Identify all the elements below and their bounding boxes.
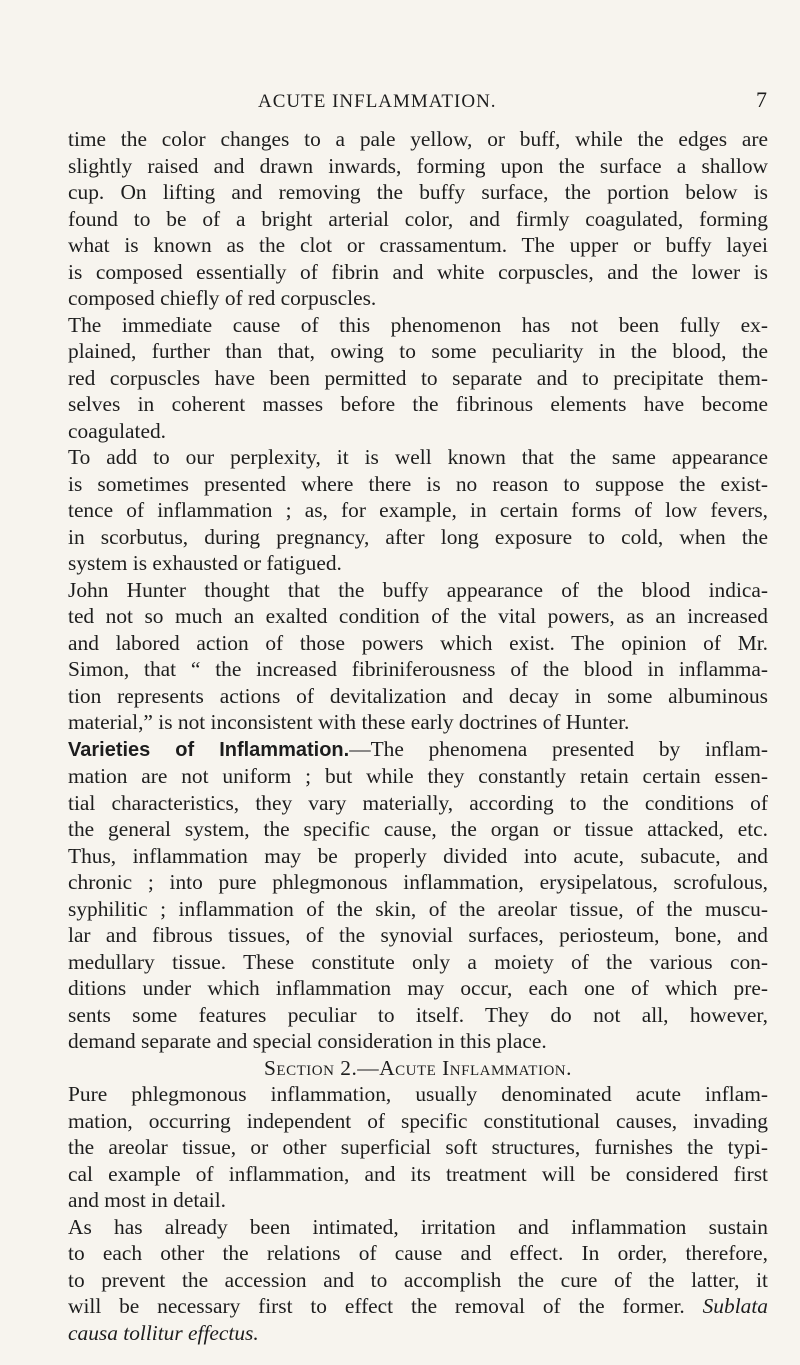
line-text: found to be of a bright arterial color, and firmly coagulated, forming (68, 206, 768, 231)
text-line (68, 444, 768, 471)
line-text: demand separate and special consideration in this place. (68, 1029, 547, 1053)
line-text: and labored action of those powers which exist. The opinion of Mr. (68, 630, 768, 655)
line-text: ted not so much an exalted condition of the vital powers, as an increased (68, 604, 768, 628)
text-line (68, 1293, 768, 1320)
text-line (68, 1161, 768, 1188)
text-line (68, 391, 768, 418)
line-text: material,” is not inconsistent with these early doctrines of Hunter. (68, 710, 630, 734)
line-text: the areolar tissue, or other superficial soft structures, furnishes the typi- (68, 1135, 768, 1159)
section-heading: Section 2.—Acute Inflammation. (264, 1055, 572, 1080)
body-text (68, 126, 768, 1346)
text-line (68, 1240, 768, 1267)
text-line (68, 179, 768, 206)
line-text: selves in coherent masses before the fibrinous elements have become (68, 392, 768, 416)
text-line (68, 736, 768, 764)
text-line (68, 1320, 768, 1347)
text-line (68, 603, 768, 630)
latin-phrase: Sublata (702, 1294, 768, 1318)
line-text: in scorbutus, during pregnancy, after long exposure to cold, when the (68, 524, 768, 549)
line-text: tence of inflammation ; as, for example, in certain forms of low fevers, (68, 498, 768, 522)
running-title: ACUTE INFLAMMATION. (258, 91, 497, 112)
line-text: As has already been intimated, irritation and inflammation sustain (68, 1214, 768, 1239)
line-text: ditions under which inflammation may occur, each one of which pre- (68, 976, 768, 1000)
text-line (68, 790, 768, 817)
page-number: 7 (756, 87, 767, 112)
line-text: Pure phlegmonous inflammation, usually denominated acute inflam- (68, 1082, 768, 1106)
line-text: to prevent the accession and to accomplish the cure of the latter, it (68, 1267, 768, 1292)
line-text: The immediate cause of this phenomenon has not been fully ex- (68, 312, 768, 337)
line-text: what is known as the clot or crassamentum. The upper or buffy layei (68, 233, 768, 257)
text-line (68, 232, 768, 259)
line-text: Thus, inflammation may be properly divided into acute, subacute, and (68, 843, 768, 868)
line-text: red corpuscles have been permitted to separate and to precipitate them- (68, 365, 768, 390)
line-text: the general system, the specific cause, the organ or tissue attacked, etc. (68, 817, 768, 841)
text-line (68, 1187, 768, 1214)
line-text: will be necessary first to effect the removal of the former. (68, 1294, 685, 1318)
text-line (68, 471, 768, 498)
line-text: medullary tissue. These constitute only a moiety of the various con- (68, 949, 768, 974)
text-line (68, 365, 768, 392)
line-text: chronic ; into pure phlegmonous inflammation, erysipelatous, scrofulous, (68, 870, 768, 894)
text-line (68, 126, 768, 153)
text-line (68, 949, 768, 976)
text-line (68, 1267, 768, 1294)
text-line (68, 1002, 768, 1029)
text-line (68, 524, 768, 551)
text-line (68, 843, 768, 870)
text-line (68, 418, 768, 445)
text-line (68, 1134, 768, 1161)
line-text: syphilitic ; inflammation of the skin, of the areolar tissue, of the muscu- (68, 896, 768, 921)
line-text: mation are not uniform ; but while they constantly retain certain essen- (68, 764, 768, 788)
line-text: Simon, that “ the increased fibriniferousness of the blood in inflamma- (68, 657, 768, 681)
text-line (68, 683, 768, 710)
text-line (68, 1081, 768, 1108)
text-line (68, 922, 768, 949)
text-line (68, 338, 768, 365)
text-line (68, 709, 768, 736)
line-text: coagulated. (68, 418, 166, 443)
text-line (68, 153, 768, 180)
text-line (68, 312, 768, 339)
line-text: is composed essentially of fibrin and white corpuscles, and the lower is (68, 259, 768, 284)
text-line (68, 975, 768, 1002)
line-text: John Hunter thought that the buffy appearance of the blood indica- (68, 577, 768, 602)
text-line (68, 206, 768, 233)
line-text: sents some features peculiar to itself. They do not all, however, (68, 1002, 768, 1027)
text-line (68, 259, 768, 286)
text-line (68, 497, 768, 524)
text-line (68, 630, 768, 657)
text-line (68, 1214, 768, 1241)
line-text: mation, occurring independent of specific constitutional causes, invading (68, 1108, 768, 1133)
line-text: system is exhausted or fatigued. (68, 551, 342, 575)
line-text: slightly raised and drawn inwards, forming upon the surface a shallow (68, 153, 768, 178)
line-text: lar and fibrous tissues, of the synovial surfaces, periosteum, bone, and (68, 923, 768, 947)
line-text: tion represents actions of devitalization and decay in some albuminous (68, 683, 768, 708)
latin-phrase: causa tollitur effectus. (68, 1320, 259, 1345)
text-line (68, 550, 768, 577)
line-text: tial characteristics, they vary materially, according to the conditions of (68, 790, 768, 815)
line-text: and most in detail. (68, 1188, 227, 1212)
text-line (68, 896, 768, 923)
line-text: cup. On lifting and removing the buffy surface, the portion below is (68, 180, 768, 204)
text-line (68, 577, 768, 604)
line-text: plained, further than that, owing to some peculiarity in the blood, the (68, 339, 768, 363)
line-text: time the color changes to a pale yellow, or buff, while the edges are (68, 127, 768, 151)
line-text: —The phenomena presented by inflam- (349, 736, 768, 761)
line-text: to each other the relations of cause and effect. In order, therefore, (68, 1241, 768, 1265)
text-line (68, 763, 768, 790)
line-text: composed chiefly of red corpuscles. (68, 286, 377, 310)
text-line (68, 1108, 768, 1135)
line-text: To add to our perplexity, it is well known that the same appearance (68, 445, 768, 469)
text-line (68, 869, 768, 896)
line-text: is sometimes presented where there is no reason to suppose the exist- (68, 471, 768, 496)
text-line (68, 1028, 768, 1055)
text-line (68, 656, 768, 683)
subheading: Varieties of Inflammation. (68, 738, 350, 761)
line-text: cal example of inflammation, and its treatment will be considered first (68, 1161, 768, 1186)
text-line (68, 816, 768, 843)
text-line (68, 285, 768, 312)
